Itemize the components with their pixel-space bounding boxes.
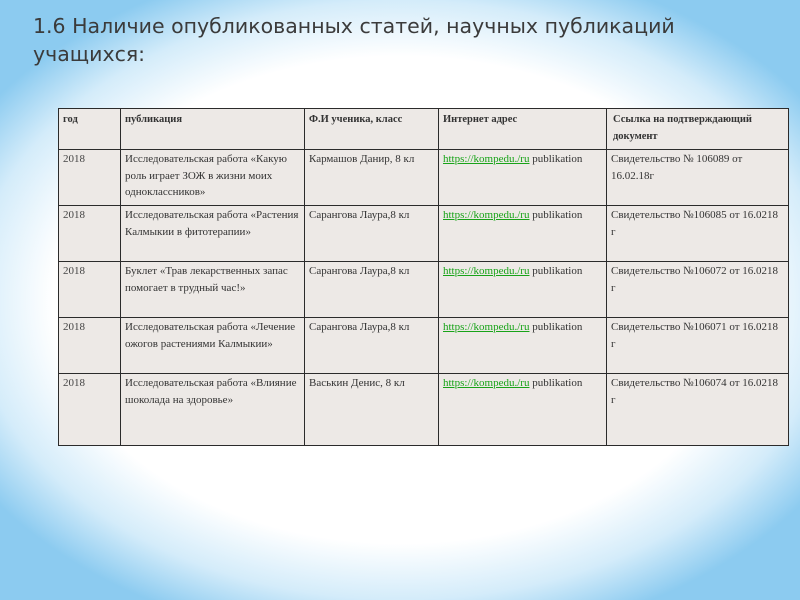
cell-year: 2018 [59, 206, 121, 262]
table-header-row [59, 109, 789, 150]
internet-link[interactable]: https://kompedu./ru [443, 153, 530, 165]
publications-table [58, 108, 789, 446]
table-row [59, 262, 789, 318]
cell-publication: Буклет «Трав лекарственных запас помогает в трудный час!» [121, 262, 305, 318]
cell-student: Сарангова Лаура,8 кл [305, 318, 439, 374]
table-row [59, 206, 789, 262]
table-row [59, 318, 789, 374]
header-internet: Интернет адрес [439, 109, 607, 150]
cell-internet [439, 374, 607, 446]
table-row [59, 374, 789, 446]
cell-internet [439, 150, 607, 206]
internet-link-suffix: publikation [529, 265, 583, 277]
cell-internet [439, 318, 607, 374]
page-title: 1.6 Наличие опубликованных статей, научных публикаций учащихся: [33, 14, 675, 66]
cell-document: Свидетельство №106074 от 16.0218 г [607, 374, 789, 446]
cell-document: Свидетельство № 106089 от 16.02.18г [607, 150, 789, 206]
header-year: год [59, 109, 121, 150]
cell-student: Васькин Денис, 8 кл [305, 374, 439, 446]
internet-link[interactable]: https://kompedu./ru [443, 377, 530, 389]
internet-link[interactable]: https://kompedu./ru [443, 321, 530, 333]
cell-internet [439, 206, 607, 262]
cell-document: Свидетельство №106072 от 16.0218 г [607, 262, 789, 318]
internet-link-suffix: publikation [529, 377, 583, 389]
internet-link-suffix: publikation [529, 209, 583, 221]
internet-link[interactable]: https://kompedu./ru [443, 209, 530, 221]
cell-publication: Исследовательская работа «Лечение ожогов растениями Калмыкии» [121, 318, 305, 374]
header-student: Ф.И ученика, класс [305, 109, 439, 150]
header-publication: публикация [121, 109, 305, 150]
cell-student: Сарангова Лаура,8 кл [305, 206, 439, 262]
cell-year: 2018 [59, 318, 121, 374]
table-row [59, 150, 789, 206]
cell-document: Свидетельство №106085 от 16.0218 г [607, 206, 789, 262]
cell-publication: Исследовательская работа «Растения Калмыкии в фитотерапии» [121, 206, 305, 262]
cell-publication: Исследовательская работа «Какую роль играет ЗОЖ в жизни моих одноклассников» [121, 150, 305, 206]
cell-publication: Исследовательская работа «Влияние шоколада на здоровье» [121, 374, 305, 446]
internet-link[interactable]: https://kompedu./ru [443, 265, 530, 277]
cell-student: Кармашов Данир, 8 кл [305, 150, 439, 206]
cell-year: 2018 [59, 374, 121, 446]
internet-link-suffix: publikation [529, 153, 583, 165]
cell-internet [439, 262, 607, 318]
internet-link-suffix: publikation [529, 321, 583, 333]
header-document: Ссылка на подтверждающий документ [607, 109, 789, 150]
cell-year: 2018 [59, 150, 121, 206]
cell-year: 2018 [59, 262, 121, 318]
cell-student: Сарангова Лаура,8 кл [305, 262, 439, 318]
cell-document: Свидетельство №106071 от 16.0218 г [607, 318, 789, 374]
